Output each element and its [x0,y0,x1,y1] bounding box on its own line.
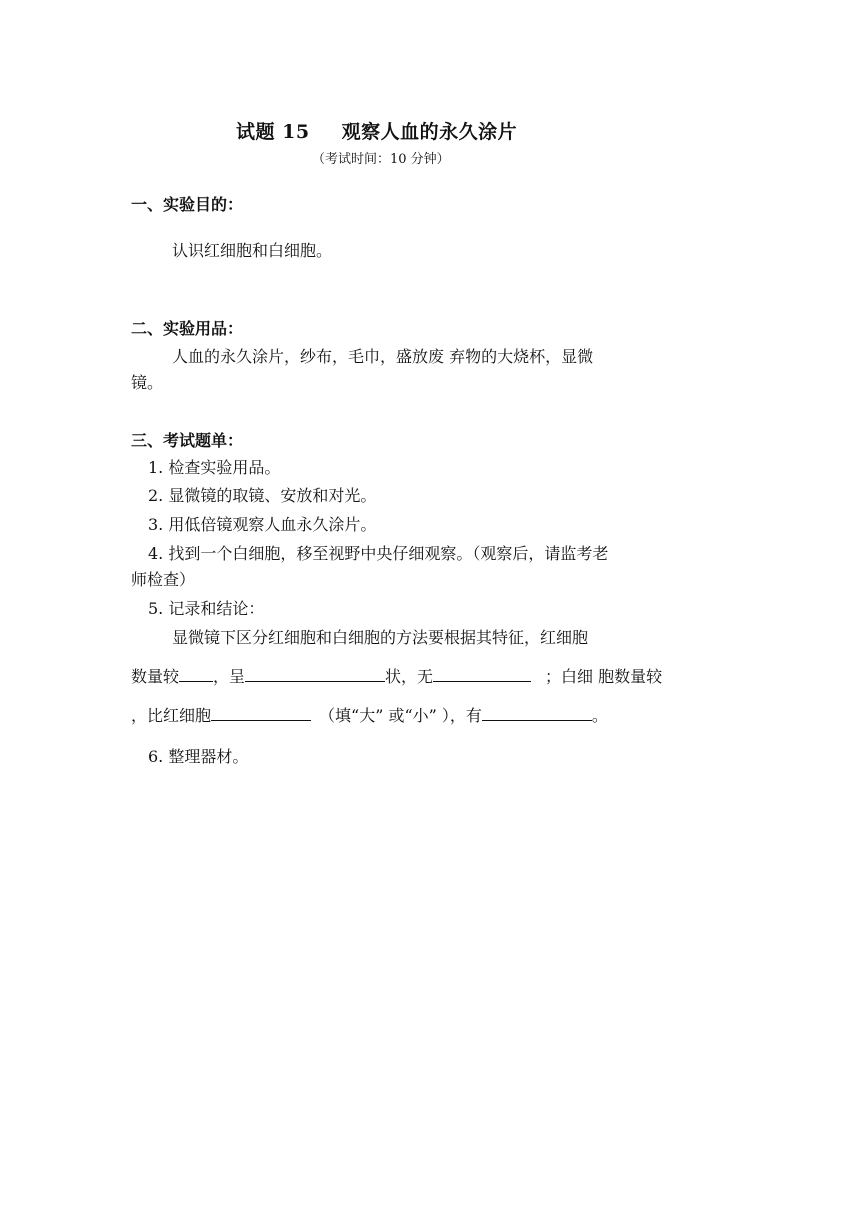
list-item: 4. 找到一个白细胞，移至视野中央仔细观察。（观察后，请监考老 [148,544,609,563]
title-name: 观察人血的永久涂片 [341,121,518,143]
list-item: 5. 记录和结论： [148,599,265,618]
conclusion-line-3 [131,703,608,726]
conclusion-line-2 [131,664,662,687]
answer-blank[interactable] [482,704,592,721]
section-2-line-1: 人血的永久涂片，纱布，毛巾，盛放废 弃物的大烧杯，显微 [172,347,594,366]
conclusion-text: ，比红细胞 [131,706,212,725]
answer-blank[interactable] [179,665,213,682]
conclusion-text: ，呈 [213,667,246,686]
section-2-heading: 二、实验用品： [131,319,244,338]
section-1-heading: 一、实验目的： [131,195,244,214]
list-item-continuation: 师检查） [131,570,196,589]
list-item: 3. 用低倍镜观察人血永久涂片。 [148,515,377,534]
section-1-text: 认识红细胞和白细胞。 [172,241,333,260]
conclusion-text: 。 [591,706,608,725]
conclusion-text: ；白细 胞数量较 [545,667,663,686]
list-item: 1. 检查实验用品。 [148,458,281,477]
conclusion-line-1: 显微镜下区分红细胞和白细胞的方法要根据其特征，红细胞 [172,628,589,647]
section-2-line-2: 镜。 [131,373,164,392]
answer-blank[interactable] [245,665,385,682]
list-item: 6. 整理器材。 [148,747,249,766]
conclusion-text: 状，无 [385,667,434,686]
answer-blank[interactable] [433,665,531,682]
section-3-heading: 三、考试题单： [131,431,244,450]
answer-blank[interactable] [211,704,311,721]
title-number: 试题 15 [236,121,310,143]
list-item: 2. 显微镜的取镜、安放和对光。 [148,486,377,505]
page-title [236,117,517,144]
conclusion-text: （填“大” 或“小” ），有 [319,706,482,725]
exam-time: （考试时间：10 分钟） [312,152,450,167]
conclusion-text: 数量较 [131,667,180,686]
